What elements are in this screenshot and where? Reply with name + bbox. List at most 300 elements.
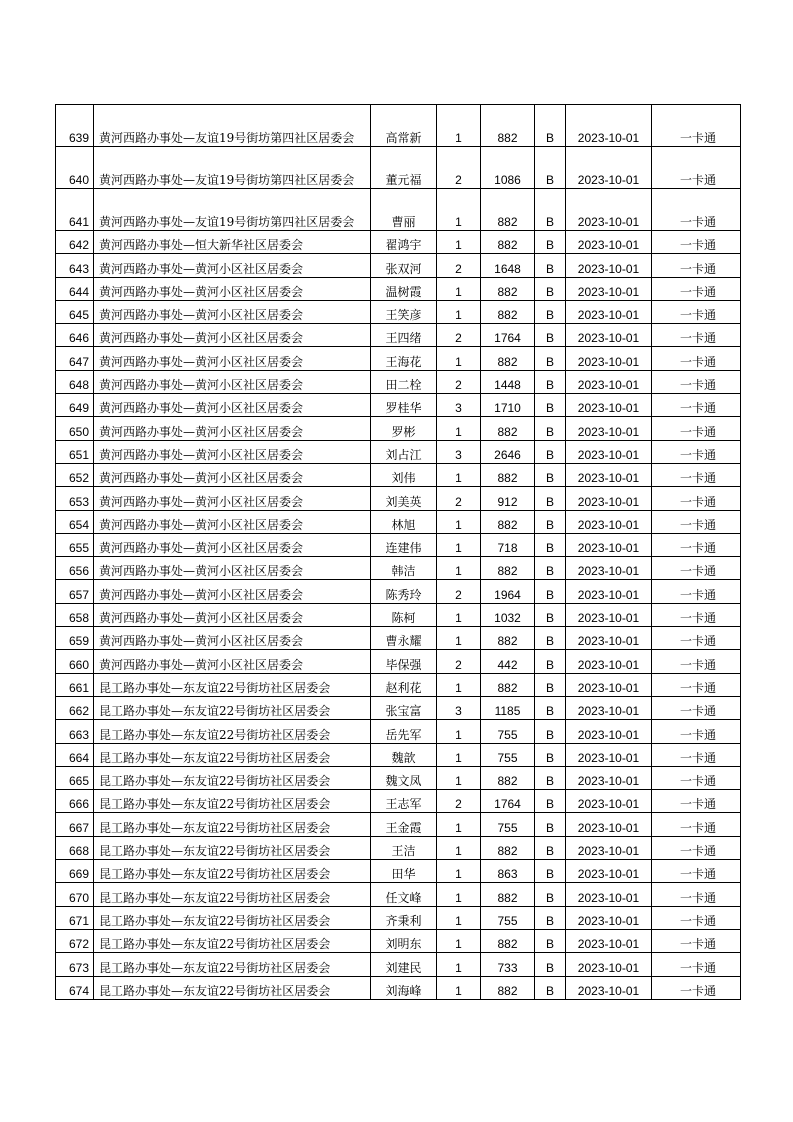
- category-cell: B: [535, 324, 566, 347]
- row-number-cell: 669: [56, 860, 94, 883]
- table-row: [56, 836, 741, 859]
- category-cell: B: [535, 394, 566, 417]
- start-date-cell: 2023-10-01: [566, 324, 652, 347]
- payment-method-cell: 一卡通: [652, 953, 741, 976]
- row-number-cell: 674: [56, 976, 94, 999]
- table-row: [56, 231, 741, 254]
- start-date-cell: 2023-10-01: [566, 147, 652, 189]
- start-date-cell: 2023-10-01: [566, 627, 652, 650]
- community-unit-cell: 昆工路办事处—东友谊22号街坊社区居委会: [94, 790, 371, 813]
- payment-method-cell: 一卡通: [652, 906, 741, 929]
- household-count-cell: 1: [437, 883, 481, 906]
- amount-cell: 882: [481, 189, 535, 231]
- payment-method-cell: 一卡通: [652, 510, 741, 533]
- category-cell: B: [535, 906, 566, 929]
- resident-name-cell: 罗彬: [371, 417, 437, 440]
- household-count-cell: 2: [437, 487, 481, 510]
- row-number-cell: 663: [56, 720, 94, 743]
- community-unit-cell: 黄河西路办事处—黄河小区社区居委会: [94, 440, 371, 463]
- resident-name-cell: 齐秉利: [371, 906, 437, 929]
- amount-cell: 1964: [481, 580, 535, 603]
- category-cell: B: [535, 860, 566, 883]
- category-cell: B: [535, 929, 566, 952]
- table-row: [56, 440, 741, 463]
- table-row: [56, 533, 741, 556]
- community-unit-cell: 昆工路办事处—东友谊22号街坊社区居委会: [94, 766, 371, 789]
- household-count-cell: 1: [437, 929, 481, 952]
- start-date-cell: 2023-10-01: [566, 487, 652, 510]
- resident-name-cell: 田华: [371, 860, 437, 883]
- resident-name-cell: 陈柯: [371, 603, 437, 626]
- amount-cell: 882: [481, 627, 535, 650]
- resident-name-cell: 刘明东: [371, 929, 437, 952]
- amount-cell: 1185: [481, 696, 535, 719]
- category-cell: B: [535, 440, 566, 463]
- payment-method-cell: 一卡通: [652, 533, 741, 556]
- household-count-cell: 1: [437, 417, 481, 440]
- category-cell: B: [535, 743, 566, 766]
- start-date-cell: 2023-10-01: [566, 277, 652, 300]
- household-count-cell: 2: [437, 580, 481, 603]
- amount-cell: 1710: [481, 394, 535, 417]
- category-cell: B: [535, 580, 566, 603]
- amount-cell: 863: [481, 860, 535, 883]
- community-unit-cell: 黄河西路办事处—黄河小区社区居委会: [94, 324, 371, 347]
- row-number-cell: 646: [56, 324, 94, 347]
- resident-name-cell: 张双河: [371, 254, 437, 277]
- household-count-cell: 1: [437, 300, 481, 323]
- start-date-cell: 2023-10-01: [566, 463, 652, 486]
- category-cell: B: [535, 487, 566, 510]
- resident-name-cell: 王志军: [371, 790, 437, 813]
- community-unit-cell: 黄河西路办事处—黄河小区社区居委会: [94, 347, 371, 370]
- row-number-cell: 659: [56, 627, 94, 650]
- community-unit-cell: 昆工路办事处—东友谊22号街坊社区居委会: [94, 836, 371, 859]
- table-row: [56, 650, 741, 673]
- amount-cell: 1764: [481, 324, 535, 347]
- row-number-cell: 668: [56, 836, 94, 859]
- start-date-cell: 2023-10-01: [566, 720, 652, 743]
- start-date-cell: 2023-10-01: [566, 300, 652, 323]
- table-row: [56, 580, 741, 603]
- start-date-cell: 2023-10-01: [566, 953, 652, 976]
- row-number-cell: 654: [56, 510, 94, 533]
- row-number-cell: 649: [56, 394, 94, 417]
- community-unit-cell: 昆工路办事处—东友谊22号街坊社区居委会: [94, 860, 371, 883]
- start-date-cell: 2023-10-01: [566, 557, 652, 580]
- start-date-cell: 2023-10-01: [566, 510, 652, 533]
- payment-method-cell: 一卡通: [652, 650, 741, 673]
- row-number-cell: 662: [56, 696, 94, 719]
- start-date-cell: 2023-10-01: [566, 347, 652, 370]
- payment-method-cell: 一卡通: [652, 883, 741, 906]
- payment-method-cell: 一卡通: [652, 300, 741, 323]
- resident-name-cell: 高常新: [371, 105, 437, 147]
- community-unit-cell: 黄河西路办事处—黄河小区社区居委会: [94, 463, 371, 486]
- community-unit-cell: 昆工路办事处—东友谊22号街坊社区居委会: [94, 906, 371, 929]
- row-number-cell: 664: [56, 743, 94, 766]
- amount-cell: 882: [481, 929, 535, 952]
- payment-method-cell: 一卡通: [652, 696, 741, 719]
- community-unit-cell: 昆工路办事处—东友谊22号街坊社区居委会: [94, 953, 371, 976]
- community-unit-cell: 昆工路办事处—东友谊22号街坊社区居委会: [94, 813, 371, 836]
- category-cell: B: [535, 189, 566, 231]
- household-count-cell: 1: [437, 743, 481, 766]
- row-number-cell: 671: [56, 906, 94, 929]
- resident-name-cell: 王洁: [371, 836, 437, 859]
- household-count-cell: 1: [437, 813, 481, 836]
- payment-method-cell: 一卡通: [652, 743, 741, 766]
- table-row: [56, 603, 741, 626]
- category-cell: B: [535, 231, 566, 254]
- amount-cell: 882: [481, 836, 535, 859]
- resident-name-cell: 刘占江: [371, 440, 437, 463]
- category-cell: B: [535, 105, 566, 147]
- resident-name-cell: 毕保强: [371, 650, 437, 673]
- payment-method-cell: 一卡通: [652, 673, 741, 696]
- start-date-cell: 2023-10-01: [566, 580, 652, 603]
- table-row: [56, 300, 741, 323]
- household-count-cell: 1: [437, 105, 481, 147]
- amount-cell: 755: [481, 743, 535, 766]
- amount-cell: 1764: [481, 790, 535, 813]
- resident-name-cell: 魏歆: [371, 743, 437, 766]
- amount-cell: 1448: [481, 370, 535, 393]
- resident-name-cell: 罗桂华: [371, 394, 437, 417]
- community-unit-cell: 黄河西路办事处—黄河小区社区居委会: [94, 394, 371, 417]
- row-number-cell: 658: [56, 603, 94, 626]
- household-count-cell: 1: [437, 976, 481, 999]
- table-row: [56, 766, 741, 789]
- payment-method-cell: 一卡通: [652, 231, 741, 254]
- category-cell: B: [535, 720, 566, 743]
- payment-method-cell: 一卡通: [652, 790, 741, 813]
- start-date-cell: 2023-10-01: [566, 650, 652, 673]
- start-date-cell: 2023-10-01: [566, 929, 652, 952]
- amount-cell: 882: [481, 766, 535, 789]
- community-unit-cell: 黄河西路办事处—黄河小区社区居委会: [94, 370, 371, 393]
- household-count-cell: 1: [437, 860, 481, 883]
- community-unit-cell: 黄河西路办事处—黄河小区社区居委会: [94, 627, 371, 650]
- payment-method-cell: 一卡通: [652, 370, 741, 393]
- amount-cell: 882: [481, 231, 535, 254]
- household-count-cell: 1: [437, 673, 481, 696]
- household-count-cell: 2: [437, 254, 481, 277]
- category-cell: B: [535, 766, 566, 789]
- payment-method-cell: 一卡通: [652, 836, 741, 859]
- amount-cell: 882: [481, 463, 535, 486]
- household-count-cell: 2: [437, 790, 481, 813]
- table-row: [56, 370, 741, 393]
- table-row: [56, 627, 741, 650]
- household-count-cell: 3: [437, 696, 481, 719]
- row-number-cell: 673: [56, 953, 94, 976]
- row-number-cell: 643: [56, 254, 94, 277]
- resident-name-cell: 林旭: [371, 510, 437, 533]
- category-cell: B: [535, 627, 566, 650]
- assistance-roster-table: [55, 104, 741, 1000]
- resident-name-cell: 魏文凤: [371, 766, 437, 789]
- community-unit-cell: 黄河西路办事处—黄河小区社区居委会: [94, 254, 371, 277]
- start-date-cell: 2023-10-01: [566, 105, 652, 147]
- community-unit-cell: 黄河西路办事处—黄河小区社区居委会: [94, 580, 371, 603]
- resident-name-cell: 董元福: [371, 147, 437, 189]
- resident-name-cell: 曹永耀: [371, 627, 437, 650]
- start-date-cell: 2023-10-01: [566, 394, 652, 417]
- row-number-cell: 652: [56, 463, 94, 486]
- document-page: [55, 104, 740, 1000]
- start-date-cell: 2023-10-01: [566, 696, 652, 719]
- amount-cell: 882: [481, 417, 535, 440]
- row-number-cell: 644: [56, 277, 94, 300]
- category-cell: B: [535, 953, 566, 976]
- household-count-cell: 1: [437, 720, 481, 743]
- payment-method-cell: 一卡通: [652, 394, 741, 417]
- row-number-cell: 670: [56, 883, 94, 906]
- household-count-cell: 1: [437, 557, 481, 580]
- payment-method-cell: 一卡通: [652, 557, 741, 580]
- start-date-cell: 2023-10-01: [566, 440, 652, 463]
- household-count-cell: 1: [437, 603, 481, 626]
- household-count-cell: 2: [437, 650, 481, 673]
- table-row: [56, 105, 741, 147]
- payment-method-cell: 一卡通: [652, 603, 741, 626]
- resident-name-cell: 王笑彦: [371, 300, 437, 323]
- household-count-cell: 1: [437, 836, 481, 859]
- start-date-cell: 2023-10-01: [566, 883, 652, 906]
- payment-method-cell: 一卡通: [652, 324, 741, 347]
- table-row: [56, 860, 741, 883]
- community-unit-cell: 黄河西路办事处—黄河小区社区居委会: [94, 300, 371, 323]
- community-unit-cell: 昆工路办事处—东友谊22号街坊社区居委会: [94, 976, 371, 999]
- category-cell: B: [535, 976, 566, 999]
- community-unit-cell: 黄河西路办事处—黄河小区社区居委会: [94, 533, 371, 556]
- amount-cell: 1032: [481, 603, 535, 626]
- table-row: [56, 254, 741, 277]
- start-date-cell: 2023-10-01: [566, 254, 652, 277]
- row-number-cell: 651: [56, 440, 94, 463]
- category-cell: B: [535, 883, 566, 906]
- household-count-cell: 1: [437, 347, 481, 370]
- resident-name-cell: 赵利花: [371, 673, 437, 696]
- table-row: [56, 790, 741, 813]
- row-number-cell: 667: [56, 813, 94, 836]
- resident-name-cell: 翟鸿宇: [371, 231, 437, 254]
- category-cell: B: [535, 463, 566, 486]
- resident-name-cell: 陈秀玲: [371, 580, 437, 603]
- amount-cell: 2646: [481, 440, 535, 463]
- category-cell: B: [535, 347, 566, 370]
- community-unit-cell: 黄河西路办事处—黄河小区社区居委会: [94, 487, 371, 510]
- household-count-cell: 1: [437, 463, 481, 486]
- row-number-cell: 647: [56, 347, 94, 370]
- payment-method-cell: 一卡通: [652, 440, 741, 463]
- household-count-cell: 1: [437, 277, 481, 300]
- row-number-cell: 648: [56, 370, 94, 393]
- table-row: [56, 347, 741, 370]
- resident-name-cell: 王四绪: [371, 324, 437, 347]
- household-count-cell: 1: [437, 510, 481, 533]
- resident-name-cell: 王海花: [371, 347, 437, 370]
- category-cell: B: [535, 813, 566, 836]
- row-number-cell: 656: [56, 557, 94, 580]
- amount-cell: 882: [481, 277, 535, 300]
- table-row: [56, 976, 741, 999]
- category-cell: B: [535, 650, 566, 673]
- resident-name-cell: 刘建民: [371, 953, 437, 976]
- community-unit-cell: 黄河西路办事处—黄河小区社区居委会: [94, 417, 371, 440]
- table-row: [56, 417, 741, 440]
- amount-cell: 442: [481, 650, 535, 673]
- table-row: [56, 487, 741, 510]
- category-cell: B: [535, 277, 566, 300]
- community-unit-cell: 黄河西路办事处—恒大新华社区居委会: [94, 231, 371, 254]
- table-row: [56, 324, 741, 347]
- household-count-cell: 1: [437, 533, 481, 556]
- start-date-cell: 2023-10-01: [566, 603, 652, 626]
- category-cell: B: [535, 557, 566, 580]
- payment-method-cell: 一卡通: [652, 813, 741, 836]
- table-row: [56, 720, 741, 743]
- community-unit-cell: 黄河西路办事处—黄河小区社区居委会: [94, 603, 371, 626]
- payment-method-cell: 一卡通: [652, 189, 741, 231]
- resident-name-cell: 张宝富: [371, 696, 437, 719]
- row-number-cell: 641: [56, 189, 94, 231]
- start-date-cell: 2023-10-01: [566, 790, 652, 813]
- start-date-cell: 2023-10-01: [566, 976, 652, 999]
- resident-name-cell: 连建伟: [371, 533, 437, 556]
- household-count-cell: 3: [437, 440, 481, 463]
- amount-cell: 1648: [481, 254, 535, 277]
- table-row: [56, 189, 741, 231]
- amount-cell: 882: [481, 105, 535, 147]
- community-unit-cell: 昆工路办事处—东友谊22号街坊社区居委会: [94, 696, 371, 719]
- table-row: [56, 929, 741, 952]
- start-date-cell: 2023-10-01: [566, 370, 652, 393]
- amount-cell: 882: [481, 673, 535, 696]
- start-date-cell: 2023-10-01: [566, 906, 652, 929]
- household-count-cell: 1: [437, 953, 481, 976]
- start-date-cell: 2023-10-01: [566, 533, 652, 556]
- table-row: [56, 696, 741, 719]
- household-count-cell: 1: [437, 766, 481, 789]
- community-unit-cell: 昆工路办事处—东友谊22号街坊社区居委会: [94, 673, 371, 696]
- row-number-cell: 642: [56, 231, 94, 254]
- community-unit-cell: 黄河西路办事处—黄河小区社区居委会: [94, 510, 371, 533]
- start-date-cell: 2023-10-01: [566, 231, 652, 254]
- start-date-cell: 2023-10-01: [566, 766, 652, 789]
- category-cell: B: [535, 696, 566, 719]
- resident-name-cell: 田二栓: [371, 370, 437, 393]
- resident-name-cell: 刘伟: [371, 463, 437, 486]
- payment-method-cell: 一卡通: [652, 105, 741, 147]
- resident-name-cell: 刘美英: [371, 487, 437, 510]
- start-date-cell: 2023-10-01: [566, 673, 652, 696]
- payment-method-cell: 一卡通: [652, 347, 741, 370]
- community-unit-cell: 黄河西路办事处—黄河小区社区居委会: [94, 650, 371, 673]
- category-cell: B: [535, 254, 566, 277]
- table-row: [56, 277, 741, 300]
- amount-cell: 882: [481, 976, 535, 999]
- row-number-cell: 665: [56, 766, 94, 789]
- household-count-cell: 2: [437, 370, 481, 393]
- payment-method-cell: 一卡通: [652, 580, 741, 603]
- start-date-cell: 2023-10-01: [566, 813, 652, 836]
- category-cell: B: [535, 533, 566, 556]
- amount-cell: 733: [481, 953, 535, 976]
- payment-method-cell: 一卡通: [652, 720, 741, 743]
- community-unit-cell: 黄河西路办事处—友谊19号街坊第四社区居委会: [94, 105, 371, 147]
- payment-method-cell: 一卡通: [652, 976, 741, 999]
- row-number-cell: 661: [56, 673, 94, 696]
- payment-method-cell: 一卡通: [652, 147, 741, 189]
- row-number-cell: 640: [56, 147, 94, 189]
- row-number-cell: 672: [56, 929, 94, 952]
- row-number-cell: 660: [56, 650, 94, 673]
- amount-cell: 755: [481, 720, 535, 743]
- table-row: [56, 510, 741, 533]
- table-body: [56, 105, 741, 1000]
- amount-cell: 882: [481, 510, 535, 533]
- amount-cell: 912: [481, 487, 535, 510]
- community-unit-cell: 黄河西路办事处—黄河小区社区居委会: [94, 557, 371, 580]
- community-unit-cell: 黄河西路办事处—黄河小区社区居委会: [94, 277, 371, 300]
- row-number-cell: 657: [56, 580, 94, 603]
- household-count-cell: 2: [437, 147, 481, 189]
- start-date-cell: 2023-10-01: [566, 189, 652, 231]
- resident-name-cell: 岳先军: [371, 720, 437, 743]
- amount-cell: 755: [481, 906, 535, 929]
- resident-name-cell: 任文峰: [371, 883, 437, 906]
- household-count-cell: 1: [437, 906, 481, 929]
- row-number-cell: 645: [56, 300, 94, 323]
- row-number-cell: 666: [56, 790, 94, 813]
- category-cell: B: [535, 147, 566, 189]
- amount-cell: 882: [481, 300, 535, 323]
- resident-name-cell: 刘海峰: [371, 976, 437, 999]
- start-date-cell: 2023-10-01: [566, 417, 652, 440]
- payment-method-cell: 一卡通: [652, 627, 741, 650]
- household-count-cell: 1: [437, 189, 481, 231]
- category-cell: B: [535, 836, 566, 859]
- category-cell: B: [535, 603, 566, 626]
- amount-cell: 718: [481, 533, 535, 556]
- community-unit-cell: 昆工路办事处—东友谊22号街坊社区居委会: [94, 743, 371, 766]
- row-number-cell: 639: [56, 105, 94, 147]
- community-unit-cell: 昆工路办事处—东友谊22号街坊社区居委会: [94, 929, 371, 952]
- category-cell: B: [535, 790, 566, 813]
- table-row: [56, 394, 741, 417]
- amount-cell: 882: [481, 883, 535, 906]
- household-count-cell: 3: [437, 394, 481, 417]
- table-row: [56, 743, 741, 766]
- table-row: [56, 147, 741, 189]
- category-cell: B: [535, 673, 566, 696]
- community-unit-cell: 昆工路办事处—东友谊22号街坊社区居委会: [94, 883, 371, 906]
- amount-cell: 882: [481, 557, 535, 580]
- household-count-cell: 2: [437, 324, 481, 347]
- payment-method-cell: 一卡通: [652, 417, 741, 440]
- start-date-cell: 2023-10-01: [566, 860, 652, 883]
- row-number-cell: 650: [56, 417, 94, 440]
- payment-method-cell: 一卡通: [652, 277, 741, 300]
- table-row: [56, 673, 741, 696]
- table-row: [56, 557, 741, 580]
- resident-name-cell: 王金霞: [371, 813, 437, 836]
- table-row: [56, 953, 741, 976]
- resident-name-cell: 温树霞: [371, 277, 437, 300]
- category-cell: B: [535, 417, 566, 440]
